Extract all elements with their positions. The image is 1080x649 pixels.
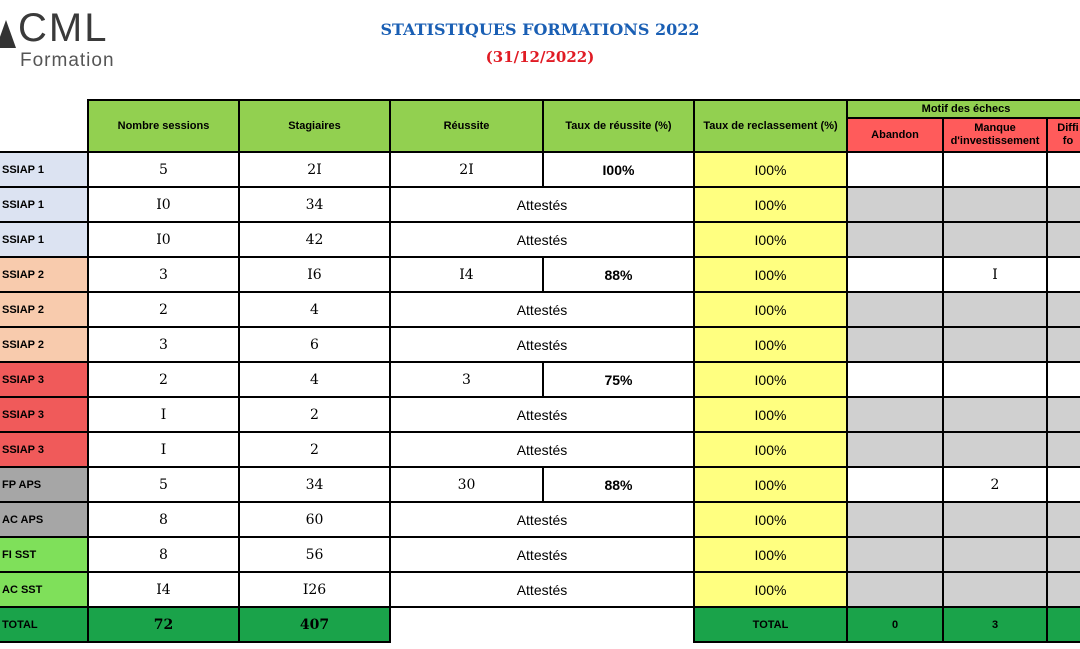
row-attested: Attestés	[389, 536, 695, 573]
row-abandon	[846, 256, 944, 293]
row-label: AC SST	[0, 571, 89, 608]
row-difficulte	[1046, 291, 1080, 328]
row-abandon	[846, 186, 944, 223]
row-manque	[942, 326, 1048, 363]
row-attested: Attestés	[389, 431, 695, 468]
row-taux-reussite: 75%	[542, 361, 695, 398]
total-difficulte	[1046, 606, 1080, 643]
row-label: SSIAP 2	[0, 326, 89, 363]
total-stagiaires: 407	[238, 606, 391, 643]
total-reclass-label: TOTAL	[693, 606, 848, 643]
row-sessions: 5	[87, 151, 240, 188]
row-label: SSIAP 2	[0, 256, 89, 293]
row-abandon	[846, 466, 944, 503]
row-label: SSIAP 1	[0, 221, 89, 258]
row-manque	[942, 361, 1048, 398]
row-taux-reclassement: I00%	[693, 221, 848, 258]
row-sessions: I0	[87, 221, 240, 258]
row-stagiaires: 6	[238, 326, 391, 363]
row-stagiaires: 4	[238, 361, 391, 398]
row-stagiaires: 34	[238, 186, 391, 223]
row-label: SSIAP 3	[0, 431, 89, 468]
header-taux-reussite: Taux de réussite (%)	[542, 99, 695, 153]
row-difficulte	[1046, 256, 1080, 293]
row-difficulte	[1046, 326, 1080, 363]
header-reussite: Réussite	[389, 99, 544, 153]
row-manque	[942, 536, 1048, 573]
row-manque	[942, 151, 1048, 188]
header-sessions: Nombre sessions	[87, 99, 240, 153]
row-reussite: 3	[389, 361, 544, 398]
total-manque: 3	[942, 606, 1048, 643]
row-stagiaires: 2I	[238, 151, 391, 188]
row-abandon	[846, 536, 944, 573]
row-abandon	[846, 431, 944, 468]
row-abandon	[846, 151, 944, 188]
row-reussite: 2I	[389, 151, 544, 188]
row-taux-reclassement: I00%	[693, 396, 848, 433]
row-stagiaires: 56	[238, 536, 391, 573]
row-sessions: I	[87, 431, 240, 468]
row-label: SSIAP 1	[0, 186, 89, 223]
row-abandon	[846, 221, 944, 258]
page-date: (31/12/2022)	[485, 48, 595, 66]
row-reussite: 30	[389, 466, 544, 503]
logo	[0, 6, 140, 71]
row-taux-reclassement: I00%	[693, 361, 848, 398]
row-taux-reclassement: I00%	[693, 571, 848, 608]
row-sessions: 3	[87, 256, 240, 293]
row-sessions: 2	[87, 361, 240, 398]
row-difficulte	[1046, 536, 1080, 573]
row-difficulte	[1046, 571, 1080, 608]
row-difficulte	[1046, 466, 1080, 503]
row-sessions: 5	[87, 466, 240, 503]
row-stagiaires: 2	[238, 396, 391, 433]
row-manque	[942, 396, 1048, 433]
row-manque	[942, 501, 1048, 538]
row-sessions: 8	[87, 501, 240, 538]
row-stagiaires: I6	[238, 256, 391, 293]
row-manque	[942, 221, 1048, 258]
row-sessions: I4	[87, 571, 240, 608]
row-taux-reclassement: I00%	[693, 291, 848, 328]
total-sessions: 72	[87, 606, 240, 643]
total-label: TOTAL	[0, 606, 89, 643]
row-label: FP APS	[0, 466, 89, 503]
row-taux-reussite: 88%	[542, 466, 695, 503]
row-stagiaires: 42	[238, 221, 391, 258]
row-sessions: 3	[87, 326, 240, 363]
logo-subtitle: Formation	[20, 50, 115, 71]
header-abandon: Abandon	[846, 117, 944, 153]
row-manque	[942, 431, 1048, 468]
row-attested: Attestés	[389, 186, 695, 223]
row-stagiaires: 34	[238, 466, 391, 503]
row-difficulte	[1046, 151, 1080, 188]
row-abandon	[846, 361, 944, 398]
row-taux-reclassement: I00%	[693, 466, 848, 503]
row-stagiaires: 2	[238, 431, 391, 468]
page-title: STATISTIQUES FORMATIONS 2022	[380, 20, 700, 39]
row-stagiaires: 4	[238, 291, 391, 328]
row-label: SSIAP 2	[0, 291, 89, 328]
row-taux-reclassement: I00%	[693, 326, 848, 363]
row-difficulte	[1046, 361, 1080, 398]
row-sessions: 8	[87, 536, 240, 573]
row-label: SSIAP 1	[0, 151, 89, 188]
row-attested: Attestés	[389, 326, 695, 363]
row-taux-reclassement: I00%	[693, 431, 848, 468]
row-manque	[942, 186, 1048, 223]
row-taux-reclassement: I00%	[693, 151, 848, 188]
row-taux-reclassement: I00%	[693, 501, 848, 538]
row-difficulte	[1046, 501, 1080, 538]
header-stagiaires: Stagiaires	[238, 99, 391, 153]
logo-name: CML	[18, 6, 109, 50]
row-manque	[942, 571, 1048, 608]
row-difficulte	[1046, 396, 1080, 433]
header-motif-echecs: Motif des échecs	[846, 99, 1080, 119]
row-sessions: I0	[87, 186, 240, 223]
row-difficulte	[1046, 431, 1080, 468]
row-sessions: I	[87, 396, 240, 433]
row-label: SSIAP 3	[0, 361, 89, 398]
header-taux-reclassement: Taux de reclassement (%)	[693, 99, 848, 153]
row-sessions: 2	[87, 291, 240, 328]
row-abandon	[846, 291, 944, 328]
row-label: FI SST	[0, 536, 89, 573]
total-abandon: 0	[846, 606, 944, 643]
header-difficulte: Diffi fo	[1046, 117, 1080, 153]
row-label: SSIAP 3	[0, 396, 89, 433]
row-difficulte	[1046, 221, 1080, 258]
header-manque-investissement: Manque d'investissement	[942, 117, 1048, 153]
row-label: AC APS	[0, 501, 89, 538]
row-abandon	[846, 326, 944, 363]
row-attested: Attestés	[389, 291, 695, 328]
row-abandon	[846, 396, 944, 433]
logo-mark-icon	[0, 20, 16, 48]
row-attested: Attestés	[389, 571, 695, 608]
row-abandon	[846, 571, 944, 608]
row-taux-reclassement: I00%	[693, 186, 848, 223]
row-stagiaires: I26	[238, 571, 391, 608]
row-taux-reussite: 88%	[542, 256, 695, 293]
row-manque: I	[942, 256, 1048, 293]
row-abandon	[846, 501, 944, 538]
row-taux-reussite: I00%	[542, 151, 695, 188]
row-manque	[942, 291, 1048, 328]
row-attested: Attestés	[389, 501, 695, 538]
row-reussite: I4	[389, 256, 544, 293]
row-stagiaires: 60	[238, 501, 391, 538]
row-attested: Attestés	[389, 396, 695, 433]
row-difficulte	[1046, 186, 1080, 223]
row-taux-reclassement: I00%	[693, 536, 848, 573]
row-manque: 2	[942, 466, 1048, 503]
row-taux-reclassement: I00%	[693, 256, 848, 293]
row-attested: Attestés	[389, 221, 695, 258]
